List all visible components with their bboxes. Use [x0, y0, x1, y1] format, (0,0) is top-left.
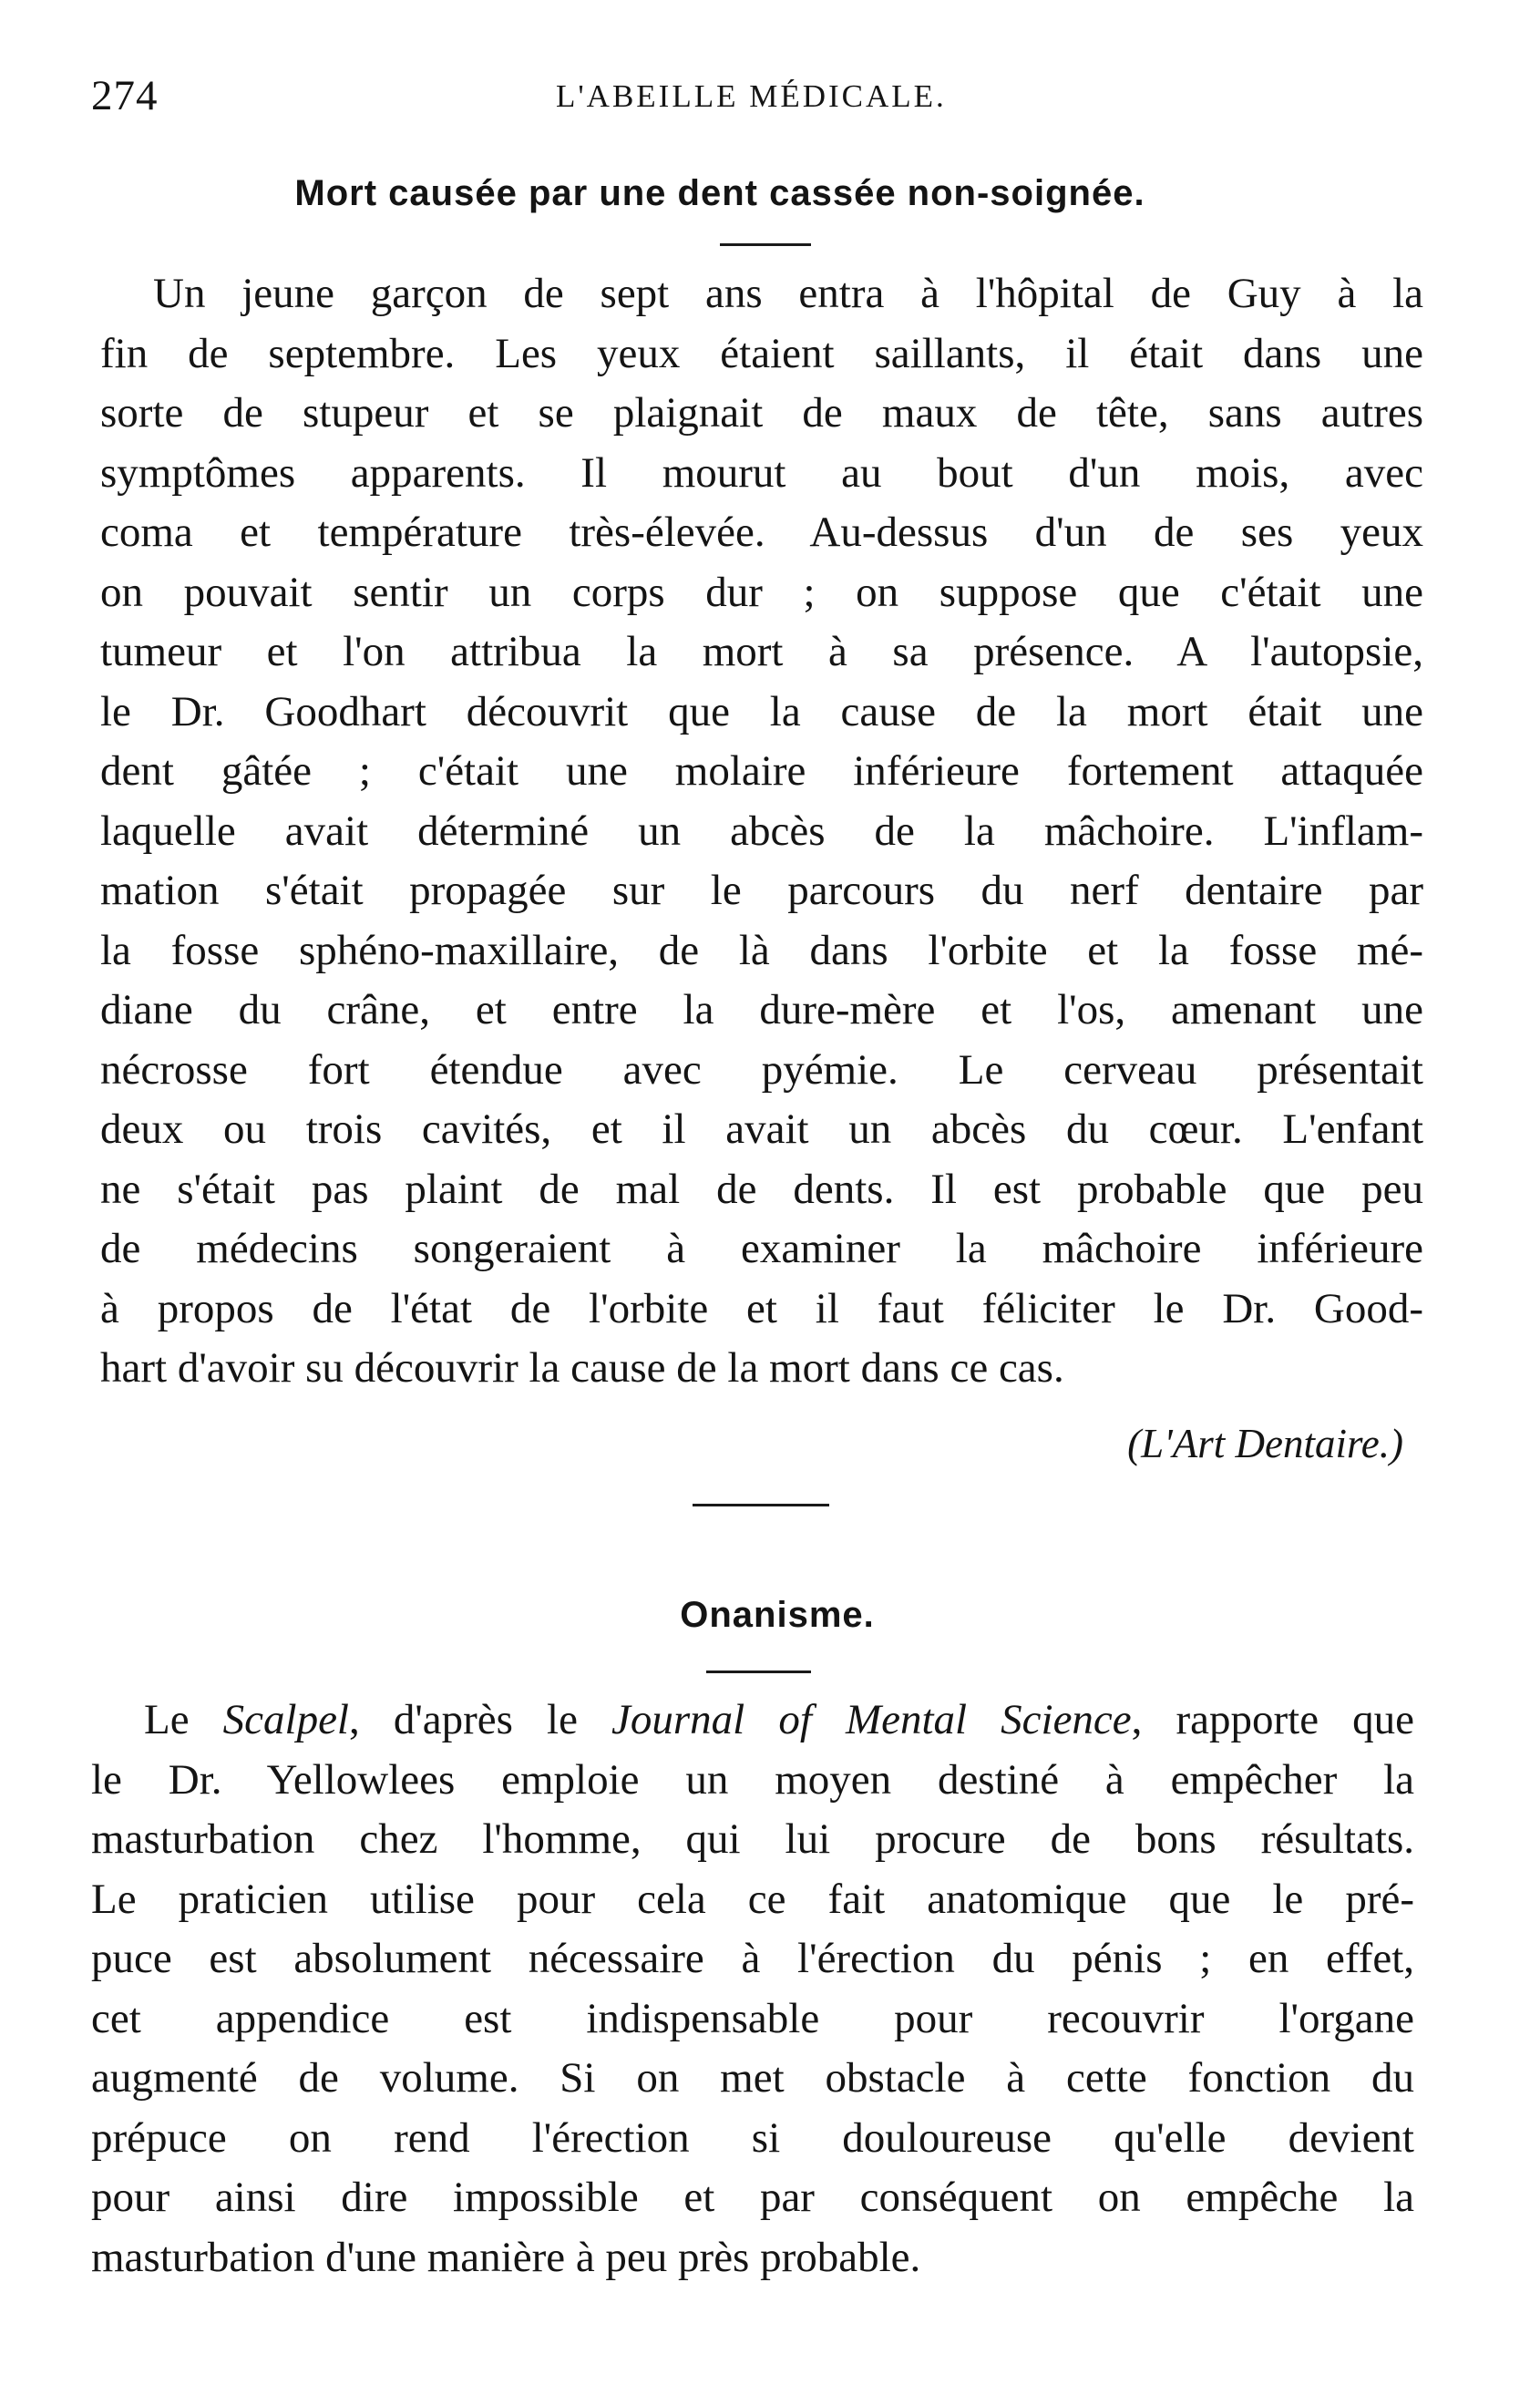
text-line: de médecins songeraient à examiner la mâchoire inférieure	[100, 1225, 1423, 1272]
article-body	[100, 264, 1423, 1399]
text-fragment: Le	[144, 1696, 223, 1743]
text-line: cet appendice est indispensable pour recouvrir l'organe	[91, 1994, 1414, 2042]
text-line: ne s'était pas plaint de mal de dents. Il est probable que peu	[100, 1165, 1423, 1213]
text-line: prépuce on rend l'érection si douloureuse qu'elle devient	[91, 2113, 1414, 2162]
title-rule	[720, 243, 811, 246]
title-rule	[706, 1671, 811, 1673]
text-line: puce est absolument nécessaire à l'érection du pénis ; en effet,	[91, 1935, 1414, 1982]
text-line: hart d'avoir su découvrir la cause de la mort dans ce cas.	[100, 1344, 1064, 1392]
text-line: le Dr. Yellowlees emploie un moyen destiné à empêcher la	[91, 1755, 1414, 1804]
text-line: nécrosse fort étendue avec pyémie. Le cerveau présentait	[100, 1045, 1423, 1094]
text-line: augmenté de volume. Si on met obstacle à cette fonction du	[91, 2054, 1414, 2102]
article-title: Onanisme.	[680, 1595, 875, 1635]
article-title: Mort causée par une dent cassée non-soignée.	[294, 173, 1145, 213]
running-head	[91, 71, 1440, 126]
text-line: masturbation d'une manière à peu près probable.	[91, 2233, 921, 2281]
source-citation: (L'Art Dentaire.)	[1127, 1421, 1403, 1466]
text-line: à propos de l'état de l'orbite et il faut féliciter le Dr. Good-	[100, 1284, 1423, 1332]
text-line	[91, 1691, 1414, 1751]
text-fragment: , rapporte que	[1131, 1696, 1414, 1743]
text-line: tumeur et l'on attribua la mort à sa présence. A l'autopsie,	[100, 628, 1423, 675]
article-body	[91, 1691, 1414, 2287]
text-line: symptômes apparents. Il mourut au bout d'un mois, avec	[100, 448, 1423, 497]
text-fragment: , d'après le	[349, 1696, 612, 1743]
text-line: laquelle avait déterminé un abcès de la mâchoire. L'inflam-	[100, 807, 1423, 855]
italic-title: Scalpel	[222, 1696, 349, 1743]
text-line: on pouvait sentir un corps dur ; on suppose que c'était une	[100, 568, 1423, 616]
page-number: 274	[91, 72, 159, 119]
text-line: la fosse sphéno-maxillaire, de là dans l'orbite et la fosse mé-	[100, 926, 1423, 974]
journal-title: L'ABEILLE MÉDICALE.	[556, 78, 947, 114]
text-line: pour ainsi dire impossible et par conséquent on empêche la	[91, 2174, 1414, 2221]
italic-title: Journal of Mental Science	[611, 1696, 1132, 1743]
text-line: Le praticien utilise pour cela ce fait anatomique que le pré-	[91, 1875, 1414, 1923]
text-line: sorte de stupeur et se plaignait de maux de tête, sans autres	[100, 389, 1423, 437]
text-line: mation s'était propagée sur le parcours du nerf dentaire par	[100, 867, 1423, 914]
text-line: masturbation chez l'homme, qui lui procure de bons résultats.	[91, 1815, 1414, 1863]
text-line: le Dr. Goodhart découvrit que la cause de la mort était une	[100, 687, 1423, 735]
text-line: Un jeune garçon de sept ans entra à l'hôpital de Guy à la	[153, 270, 1423, 317]
text-line: dent gâtée ; c'était une molaire inférieure fortement attaquée	[100, 747, 1423, 795]
text-line: fin de septembre. Les yeux étaient saillants, il était dans une	[100, 329, 1423, 377]
text-line: coma et température très-élevée. Au-dessus d'un de ses yeux	[100, 509, 1423, 556]
text-line: deux ou trois cavités, et il avait un abcès du cœur. L'enfant	[100, 1105, 1423, 1153]
text-line: diane du crâne, et entre la dure-mère et l'os, amenant une	[100, 986, 1423, 1033]
section-separator-rule	[693, 1504, 829, 1506]
